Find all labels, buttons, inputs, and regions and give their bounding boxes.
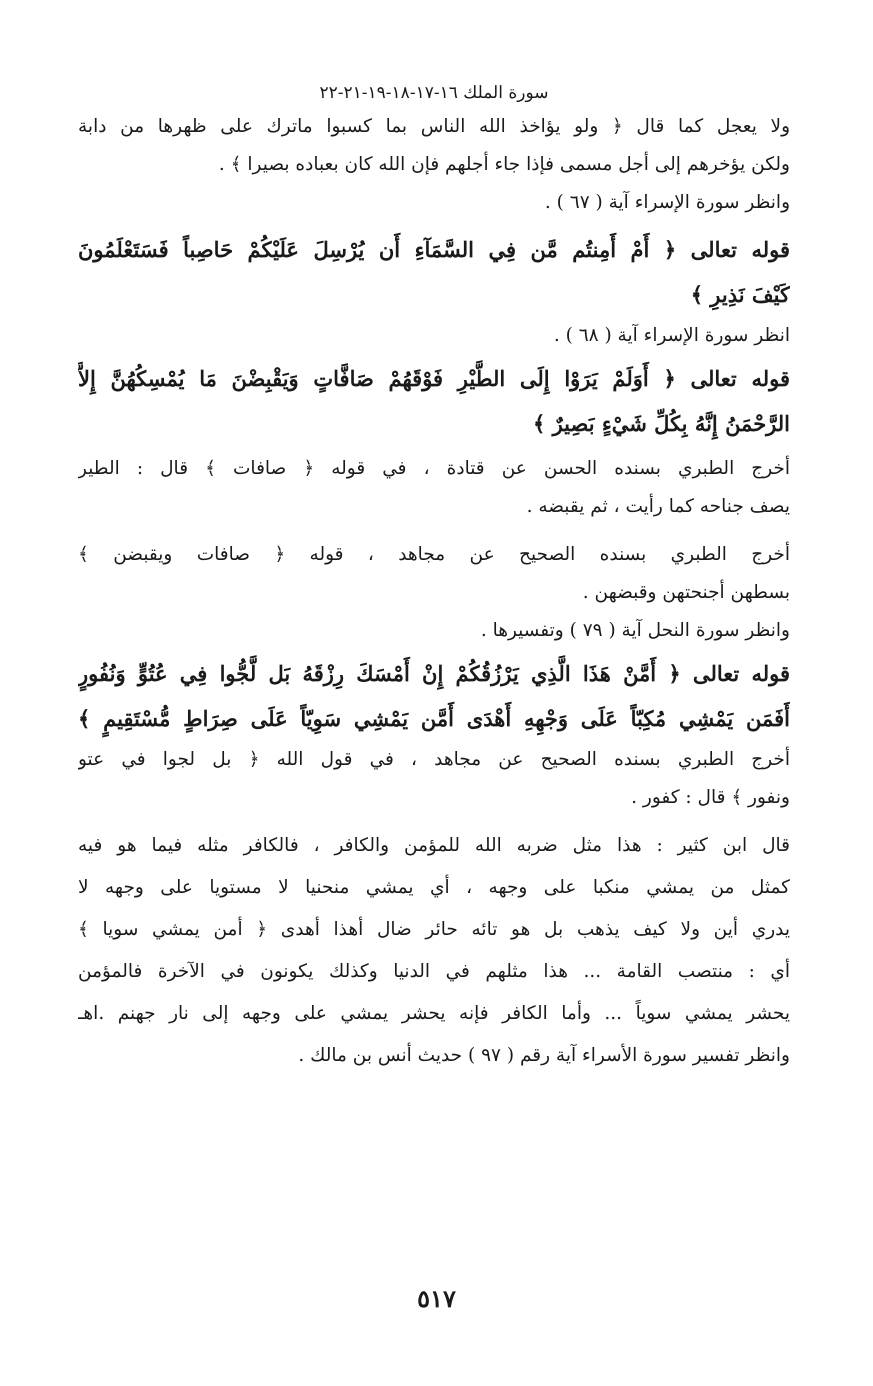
text-line: أخرج الطبري بسنده الصحيح عن مجاهد ، قوله ﴿ صافات ويقبضن ﴾ [78,544,790,565]
running-header: سورة الملك ١٦-١٧-١٨-١٩-٢١-٢٢ [319,83,549,103]
text-line: بسطهن أجنحتهن وقبضهن . [582,582,790,603]
text-line: ولكن يؤخرهم إلى أجل مسمى فإذا جاء أجلهم فإن الله كان بعباده بصيرا ﴾ . [218,154,790,175]
text-line: أخرج الطبري بسنده الصحيح عن مجاهد ، في قول الله ﴿ بل لجوا في عتو [78,749,790,770]
text-line: كمثل من يمشي منكبا على وجهه ، أي يمشي منحنيا لا مستويا على وجهه لا [78,877,790,898]
verse-line: قوله تعالى ﴿ أَوَلَمْ يَرَوْا إِلَى الطَّيْرِ فَوْقَهُمْ صَافَّاتٍ وَيَقْبِضْنَ مَا يُمْسِكُهُنَّ إِلاَّ [78,366,790,391]
verse-line: كَيْفَ نَذِيرِ ﴾ [690,282,790,307]
page-number: ٥١٧ [417,1284,456,1313]
text-line: انظر سورة الإسراء آية ( ٦٨ ) . [553,325,790,346]
verse-line: قوله تعالى ﴿ أَمَّنْ هَذَا الَّذِي يَرْزُقُكُمْ إِنْ أَمْسَكَ رِزْقَهُ بَل لَّجُّوا فِي عُتُوٍّ وَنُفُورٍ [78,661,790,686]
text-line: وانظر سورة النحل آية ( ٧٩ ) وتفسيرها . [480,620,790,641]
text-line: قال ابن كثير : هذا مثل ضربه الله للمؤمن والكافر ، فالكافر مثله فيما هو فيه [78,835,790,856]
text-line: أي : منتصب القامة ... هذا مثلهم في الدنيا وكذلك يكونون في الآخرة فالمؤمن [78,961,790,982]
text-line: وانظر تفسير سورة الأسراء آية رقم ( ٩٧ ) حديث أنس بن مالك . [298,1045,790,1066]
text-line: ولا يعجل كما قال ﴿ ولو يؤاخذ الله الناس بما كسبوا ماترك على ظهرها من دابة [78,116,790,137]
text-line: يحشر يمشي سوياً ... وأما الكافر فإنه يحشر يمشي على وجهه إلى نار جهنم .اهـ [78,1003,790,1024]
text-line: ونفور ﴾ قال : كفور . [631,787,790,808]
verse-line: أَفَمَن يَمْشِي مُكِبّاً عَلَى وَجْهِهِ أَهْدَى أَمَّن يَمْشِي سَوِيّاً عَلَى صِرَاطٍ مُّسْتَقِيمٍ ﴾ [78,706,790,731]
verse-line: الرَّحْمَنُ إِنَّهُ بِكُلِّ شَيْءٍ بَصِيرٌ ﴾ [532,411,790,436]
text-line: يدري أين ولا كيف يذهب بل هو تائه حائر ضال أهذا أهدى ﴿ أمن يمشي سويا ﴾ [78,919,790,940]
text-line: يصف جناحه كما رأيت ، ثم يقبضه . [526,496,790,517]
page-body [78,78,790,1075]
text-line: أخرج الطبري بسنده الحسن عن قتادة ، في قوله ﴿ صافات ﴾ قال : الطير [78,458,790,479]
text-line: وانظر سورة الإسراء آية ( ٦٧ ) . [544,192,790,213]
verse-line: قوله تعالى ﴿ أَمْ أَمِنتُم مَّن فِي السَّمَآءِ أَن يُرْسِلَ عَلَيْكُمْ حَاصِباً فَسَتَعْلَمُونَ [78,237,790,262]
